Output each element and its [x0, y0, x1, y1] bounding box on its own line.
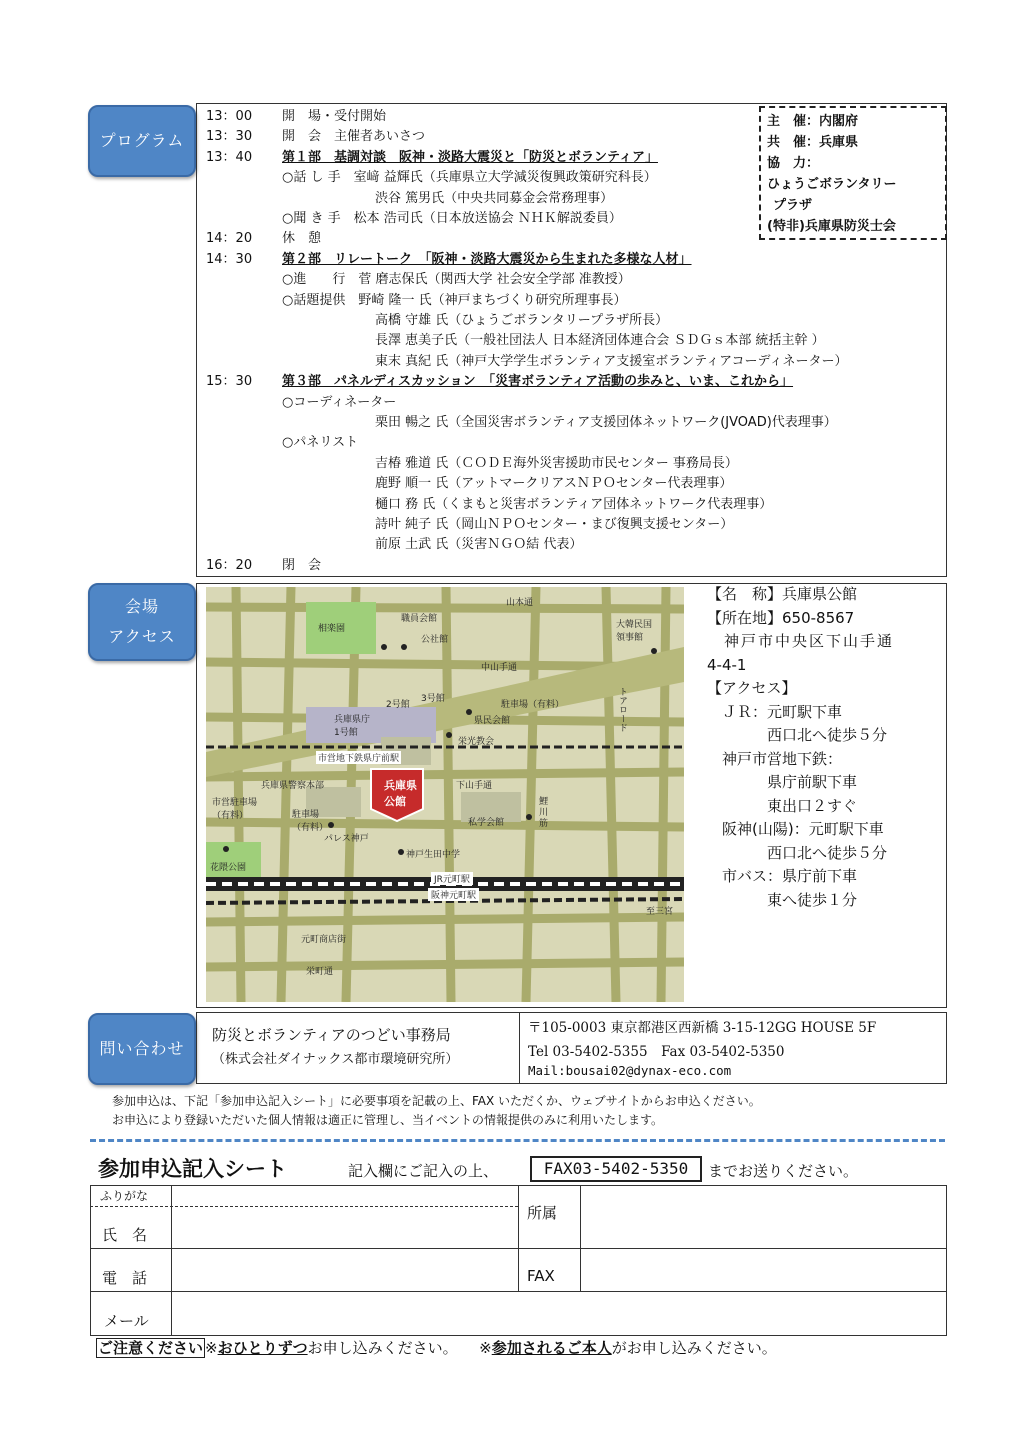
- program-text: ○聞 き 手 松本 浩司氏（日本放送協会 ＮＨＫ解説委員）: [282, 211, 622, 226]
- program-text: 休 憩: [282, 231, 322, 247]
- venue-tag-label-1: 会場: [124, 597, 159, 616]
- program-text: 吉椿 雅道 氏（ＣＯＤＥ海外災害援助市民センター 事務局長）: [375, 455, 738, 471]
- program-text: 樋口 務 氏（くまもと災害ボランティア団体ネットワーク代表理事）: [375, 496, 773, 512]
- organizer-line: (特非)兵庫県防災士会: [767, 219, 896, 234]
- self-text: 参加されるご本人: [491, 1339, 612, 1357]
- form-instruction-end: までお送りください。: [708, 1162, 859, 1180]
- program-time: 13：00: [206, 109, 253, 124]
- footer-text: お申し込みください。: [307, 1339, 466, 1357]
- map-label: トアロード: [617, 687, 627, 732]
- program-text: 渋谷 篤男氏（中央共同募金会常務理事）: [375, 190, 614, 206]
- program-tag: [88, 105, 196, 177]
- map-label: 阪神元町駅: [428, 888, 479, 901]
- map-label: 大韓民国 領事館: [616, 620, 653, 643]
- map-label: 神戸生田中学: [406, 850, 461, 860]
- program-text: 第１部 基調対談 阪神・淡路大震災と「防災とボランティア」: [282, 149, 658, 165]
- venue-line: 西口北へ徒歩５分: [707, 843, 888, 862]
- map-label: 私学会館: [468, 818, 505, 828]
- organizer-line: ひょうごボランタリー: [767, 177, 897, 192]
- map-label: パレス神戸: [324, 834, 369, 844]
- affiliation-label: 所属: [527, 1204, 558, 1222]
- map-label: 市営地下鉄県庁前駅: [316, 751, 401, 764]
- venue-line: 阪神(山陽)：元町駅下車: [707, 820, 884, 838]
- program-time: 15：30: [206, 374, 253, 390]
- map-label: 公社館: [421, 635, 449, 645]
- cut-line: [90, 1139, 945, 1142]
- program-text: 栗田 暢之 氏（全国災害ボランティア支援団体ネットワーク(JVOAD)代表理事）: [375, 415, 837, 430]
- venue-line: 東へ徒歩１分: [707, 890, 858, 909]
- fax-label: FAX: [527, 1267, 555, 1285]
- map-label: 駐車場（有料）: [501, 700, 565, 710]
- footer-mark: ※: [205, 1339, 218, 1357]
- venue-line: 神戸市中央区下山手通: [707, 632, 895, 650]
- organizer-line: プラザ: [773, 198, 813, 213]
- footer-text: がお申し込みください。: [611, 1339, 777, 1357]
- program-text: 閉 会: [282, 557, 322, 573]
- map-label: 山本通: [506, 598, 534, 608]
- venue-line: 【名 称】兵庫県公館: [707, 585, 858, 603]
- venue-line: 市バス：県庁前下車: [707, 867, 858, 885]
- map-label: 栄町通: [306, 967, 334, 977]
- form-title: 参加申込記入シート: [98, 1157, 287, 1181]
- program-text: 鹿野 順一 氏（アットマークリアスＮＰＯセンター代表理事）: [375, 476, 733, 492]
- phone-input[interactable]: [172, 1249, 517, 1291]
- map-label: 栄光教会: [458, 737, 495, 747]
- program-text: 東末 真紀 氏（神戸大学学生ボランティア支援室ボランティアコーディネーター）: [375, 353, 848, 369]
- map-label: JR元町駅: [431, 872, 473, 885]
- program-text: 開 会 主催者あいさつ: [282, 129, 426, 145]
- contact-org: 防災とボランティアのつどい事務局: [212, 1026, 451, 1044]
- program-text: ○話 し 手 室﨑 益輝氏（兵庫県立大学減災復興政策研究科長）: [282, 170, 657, 186]
- contact-tag-label: 問い合わせ: [99, 1039, 185, 1058]
- fax-number-box: FAX03-5402-5350: [530, 1156, 702, 1182]
- program-text: ○パネリスト: [282, 435, 359, 451]
- venue-map: [206, 587, 684, 1002]
- map-label: 花隈公園: [210, 863, 247, 873]
- program-tag-label: プログラム: [99, 131, 185, 150]
- program-text: ○コーディネーター: [282, 394, 397, 410]
- one-each-text: おひとりずつ: [217, 1339, 308, 1357]
- map-label: 相楽園: [318, 624, 346, 634]
- program-time: 16：20: [206, 557, 253, 573]
- program-text: 前原 土武 氏（災害ＮＧＯ結 代表）: [375, 537, 583, 553]
- map-label: 兵庫県 公館: [384, 779, 417, 808]
- venue-line: 【アクセス】: [707, 679, 797, 697]
- program-text: 高橋 守雄 氏（ひょうごボランタリープラザ所長）: [375, 313, 669, 328]
- program-text: ○話題提供 野崎 隆一 氏（神戸まちづくり研究所理事長）: [282, 292, 627, 308]
- venue-line: 西口北へ徒歩５分: [707, 726, 888, 744]
- map-label: 至三宮: [646, 907, 674, 917]
- program-time: 14：20: [206, 231, 253, 247]
- caution-badge: ご注意ください: [98, 1339, 204, 1357]
- program-text: 長澤 恵美子氏（一般社団法人 日本経済団体連合会 ＳＤＧｓ本部 統括主幹 ）: [375, 333, 825, 349]
- fax-input[interactable]: [581, 1249, 946, 1291]
- program-text: ○進 行 菅 磨志保氏（関西大学 社会安全学部 准教授）: [282, 272, 631, 288]
- organizer-line: 協 力：: [767, 156, 820, 171]
- map-label: 兵庫県警察本部: [261, 781, 325, 791]
- map-label: 県民会館: [474, 716, 511, 726]
- venue-line: 神戸市営地下鉄：: [707, 749, 843, 768]
- program-text: 第２部 リレートーク 「阪神・淡路大震災から生まれた多様な人材」: [282, 251, 692, 267]
- name-input[interactable]: [172, 1186, 517, 1248]
- venue-info: [707, 583, 947, 912]
- venue-tag: [88, 583, 196, 661]
- map-label: 市営駐車場 （有料）: [212, 798, 258, 821]
- footer-mark: ※: [479, 1339, 492, 1357]
- venue-tag-label-2: アクセス: [108, 627, 176, 646]
- contact-tel: Tel 03-5402-5355 Fax 03-5402-5350: [528, 1044, 785, 1060]
- furigana-label: ふりがな: [100, 1189, 149, 1203]
- map-label: 元町商店街: [301, 935, 347, 945]
- program-text: 第３部 パネルディスカッション 「災害ボランティア活動の歩みと、いま、これから」: [282, 374, 794, 390]
- organizer-line: 主 催：内閣府: [767, 114, 859, 129]
- map-label: 中山手通: [481, 663, 518, 673]
- program-time: 14：30: [206, 251, 253, 267]
- map-label: 2号館: [386, 700, 410, 710]
- map-label: 下山手通: [456, 781, 493, 791]
- phone-label: 電 話: [102, 1269, 148, 1287]
- contact-org-sub: （株式会社ダイナックス都市環境研究所）: [212, 1052, 459, 1067]
- contact-divider: [519, 1012, 520, 1084]
- venue-line: 【所在地】650-8567: [707, 608, 855, 627]
- organizer-line: 共 催：兵庫県: [767, 135, 859, 150]
- map-label: 兵庫県庁 1号館: [334, 715, 371, 738]
- venue-line: ＪＲ：元町駅下車: [707, 702, 843, 721]
- venue-line: 4-4-1: [707, 655, 747, 674]
- map-label: 3号館: [421, 694, 445, 704]
- venue-line: 東出口２すぐ: [707, 796, 858, 815]
- email-label: メール: [104, 1312, 149, 1330]
- form-instruction: 記入欄にご記入の上、: [348, 1162, 499, 1180]
- map-label: 駐車場 （有料）: [292, 810, 329, 833]
- program-text: 開 場・受付開始: [282, 109, 387, 124]
- organizers-box: [759, 106, 947, 240]
- form-vline: [518, 1185, 519, 1291]
- venue-line: 県庁前駅下車: [707, 773, 858, 791]
- name-label: 氏 名: [102, 1226, 148, 1244]
- contact-tag: [88, 1013, 196, 1085]
- map-label: 職員会館: [401, 614, 438, 624]
- program-time: 13：30: [206, 129, 253, 145]
- map-label: 鯉 川 筋: [539, 797, 549, 829]
- contact-mail: Mail:bousai02@dynax-eco.com: [528, 1063, 732, 1078]
- program-time: 13：40: [206, 149, 253, 165]
- note-line: 参加申込は、下記「参加申込記入シート」に必要事項を記載の上、FAX いただくか、ウェブサイトからお申込ください。: [112, 1094, 761, 1108]
- contact-address: 〒105-0003 東京都港区西新橋 3-15-12GG HOUSE 5F: [528, 1020, 877, 1036]
- map-drawing: [206, 587, 684, 1002]
- affiliation-input[interactable]: [581, 1186, 946, 1248]
- note-line: お申込により登録いただいた個人情報は適正に管理し、当イベントの情報提供のみに利用いたします。: [112, 1113, 664, 1127]
- email-input[interactable]: [172, 1292, 946, 1335]
- footer-note: [96, 1337, 777, 1359]
- program-text: 詩叶 純子 氏（岡山ＮＰＯセンター・まび復興支援センター）: [375, 517, 734, 532]
